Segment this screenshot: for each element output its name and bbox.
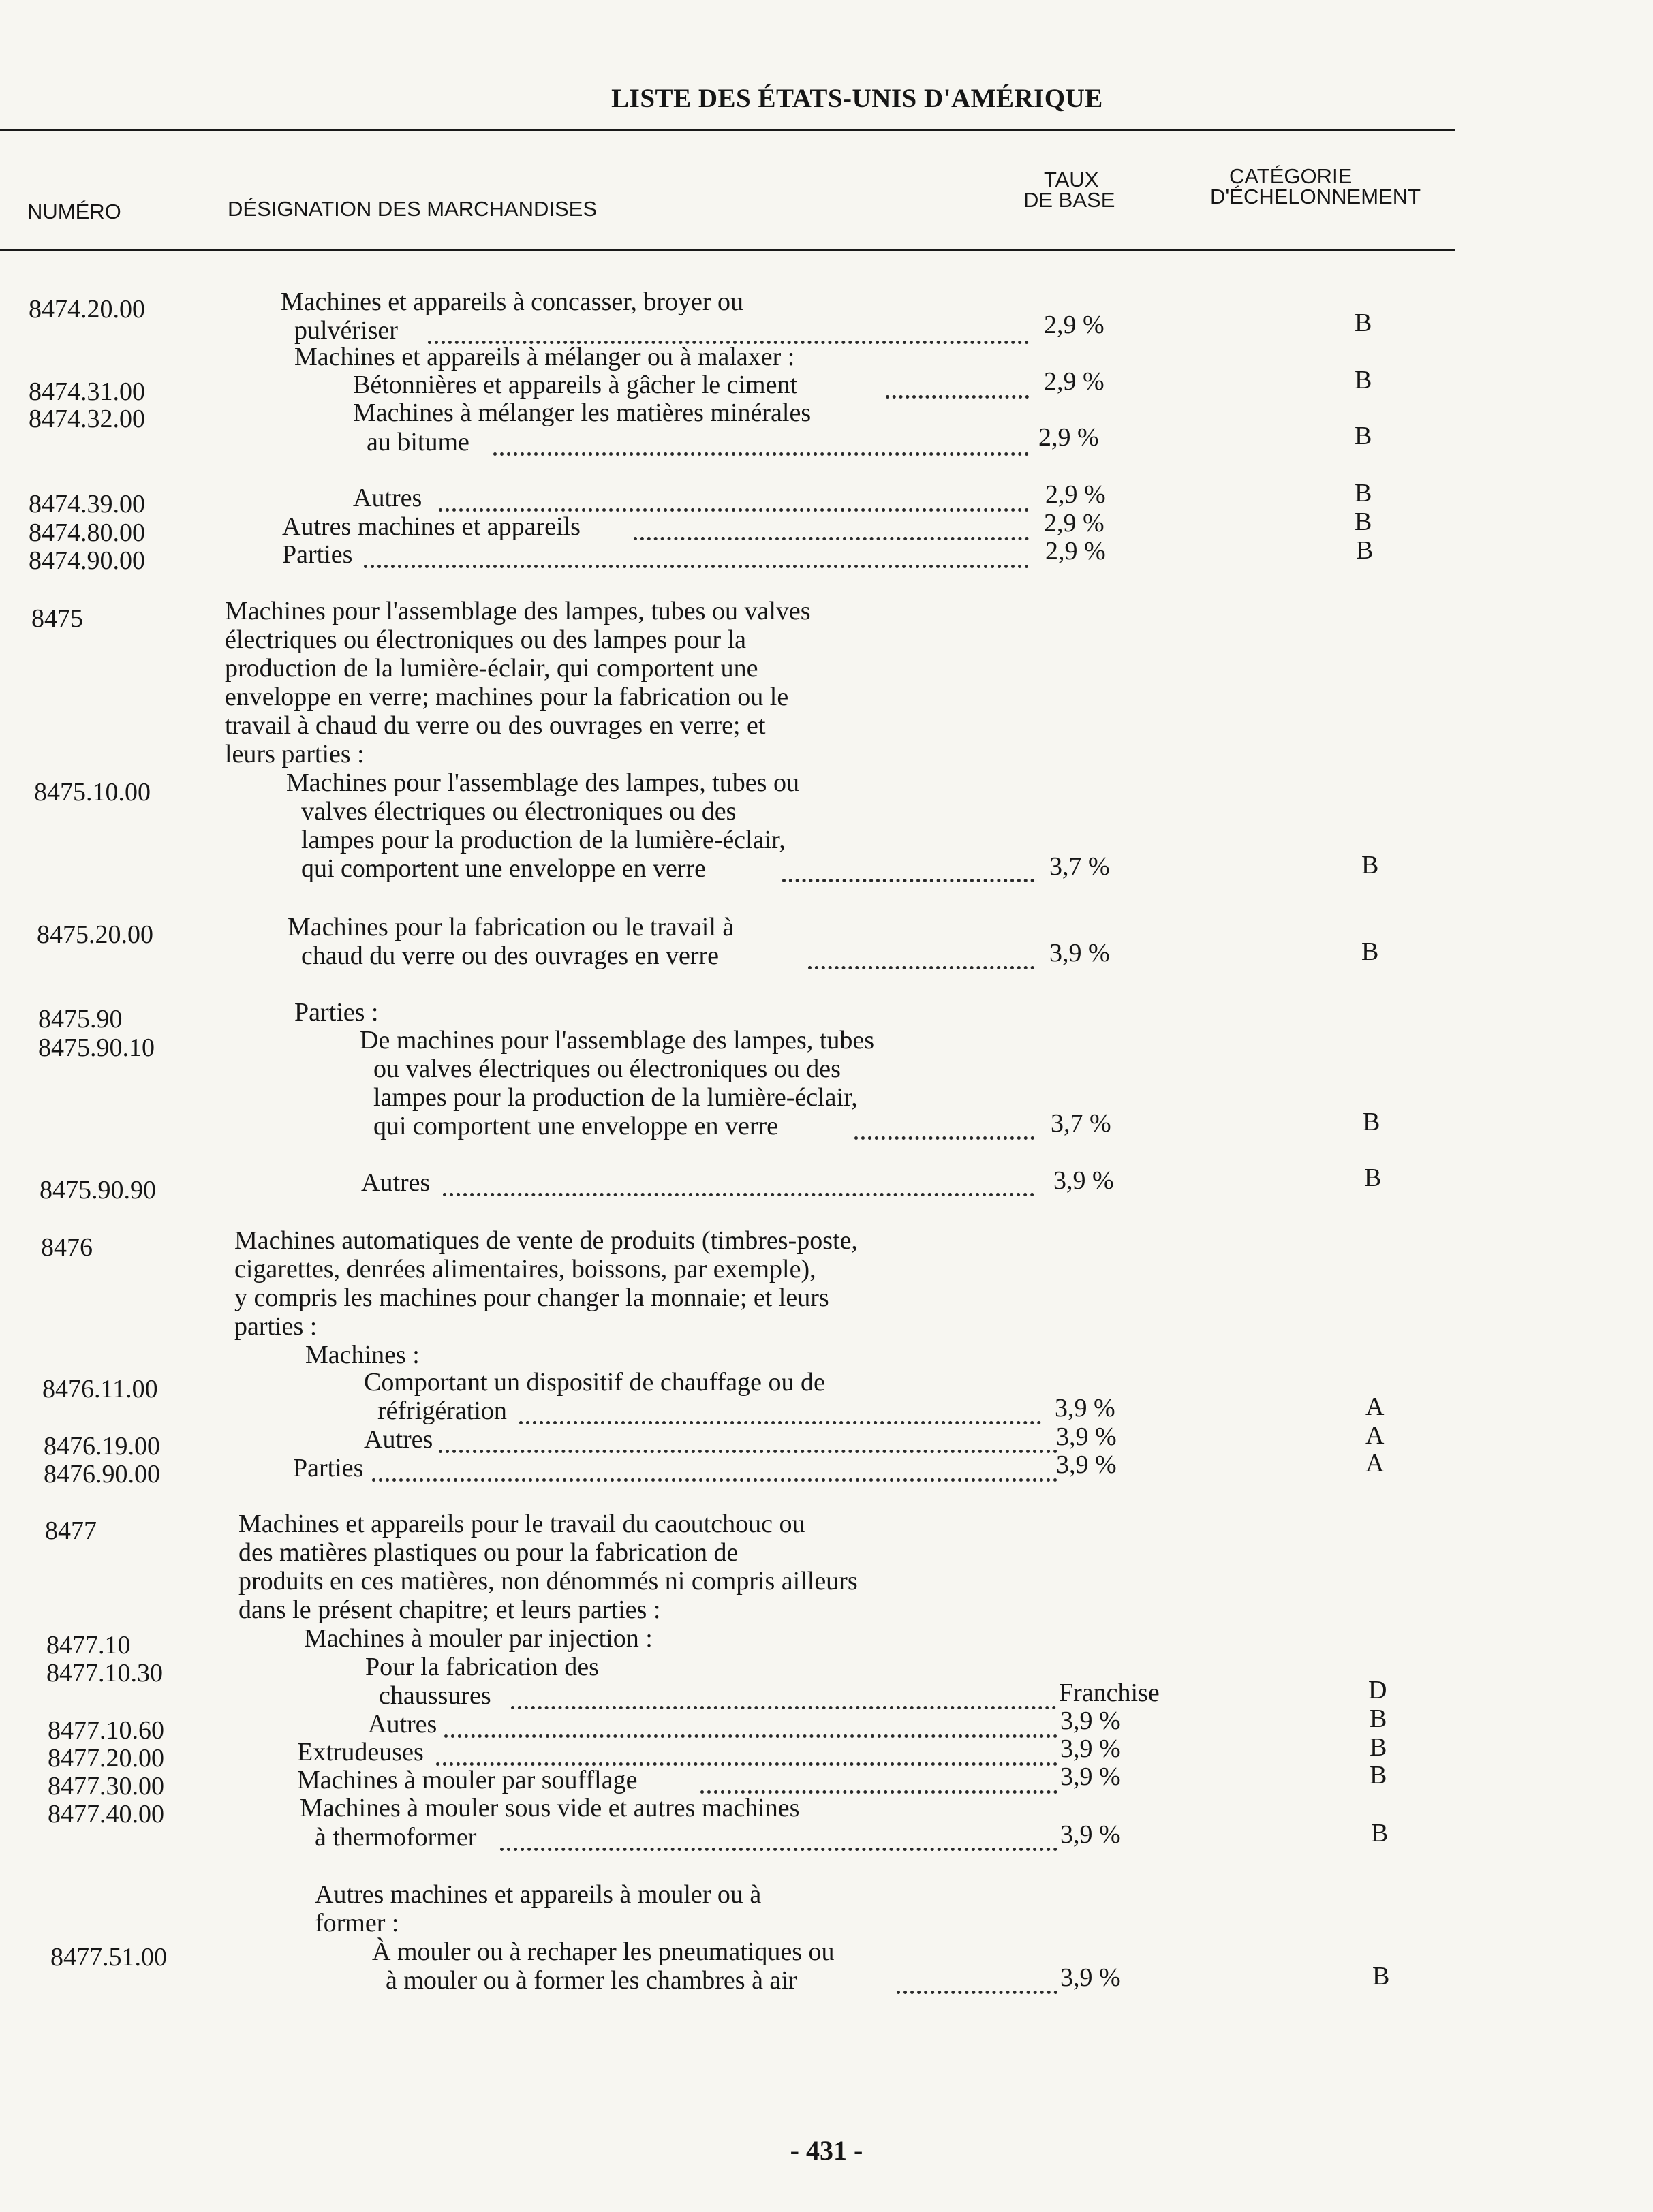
staging-category: B [1355,366,1372,394]
dot-leader [808,966,1034,969]
tariff-code: 8477.10.60 [48,1716,164,1745]
staging-category: B [1372,1962,1390,1991]
dot-leader [634,537,1029,540]
description-line: Pour la fabrication des [365,1653,599,1681]
dot-leader [436,1762,1057,1766]
description-line: leurs parties : [225,740,365,768]
description-line: Autres [361,1168,431,1197]
description-line: Machines automatiques de vente de produits (timbres-poste, [234,1226,858,1255]
description-line: Machines et appareils à concasser, broyer ou [281,287,744,316]
dot-leader [428,341,1029,344]
tariff-code: 8474.20.00 [29,295,145,324]
description-line: À mouler ou à rechaper les pneumatiques ou [372,1937,835,1966]
description-line: des matières plastiques ou pour la fabrication de [238,1538,739,1567]
tariff-code: 8474.32.00 [29,405,145,433]
base-rate: 3,9 % [1060,1707,1121,1735]
description-line: qui comportent une enveloppe en verre [373,1112,779,1140]
description-line: production de la lumière-éclair, qui comportent une [225,654,758,683]
base-rate: 2,9 % [1038,423,1099,452]
column-header-designation: DÉSIGNATION DES MARCHANDISES [228,197,598,221]
description-line: électriques ou électroniques ou des lampes pour la [225,625,747,654]
base-rate: 3,9 % [1055,1394,1115,1422]
tariff-code: 8474.80.00 [29,518,145,547]
base-rate: 3,7 % [1051,1109,1111,1138]
description-line: produits en ces matières, non dénommés ni compris ailleurs [238,1567,858,1595]
dot-leader [886,395,1029,399]
base-rate: 3,9 % [1056,1422,1117,1451]
header-bottom-rule [0,249,1455,251]
description-line: Comportant un dispositif de chauffage ou de [364,1368,825,1397]
staging-category: B [1371,1819,1389,1848]
base-rate: 3,9 % [1049,939,1110,967]
description-line: lampes pour la production de la lumière-éclair, [373,1083,858,1112]
staging-category: B [1361,937,1379,966]
description-line: Extrudeuses [297,1738,424,1766]
dot-leader [439,508,1029,512]
description-line: dans le présent chapitre; et leurs parties : [238,1595,661,1624]
staging-category: A [1365,1392,1385,1421]
base-rate: 3,9 % [1053,1166,1114,1195]
description-line: former : [315,1909,399,1937]
description-line: Autres machines et appareils [282,512,581,541]
tariff-code: 8475.90.10 [38,1033,155,1062]
dot-leader [500,1848,1057,1851]
description-line: Machines à mouler par soufflage [297,1766,638,1794]
staging-category: B [1370,1733,1387,1762]
description-line: Machines et appareils pour le travail du caoutchouc ou [238,1510,805,1538]
description-line: Parties : [294,998,379,1027]
tariff-code: 8476.19.00 [44,1432,160,1461]
base-rate: 3,9 % [1060,1963,1121,1992]
description-line: Autres [364,1425,433,1454]
description-line: Machines à mouler par injection : [304,1624,653,1653]
description-line: au bitume [367,428,469,456]
description-line: Machines pour l'assemblage des lampes, tubes ou valves [225,597,811,625]
dot-leader [372,1478,1057,1482]
base-rate: Franchise [1059,1679,1160,1707]
dot-leader [897,1991,1057,1994]
tariff-code: 8477.30.00 [48,1772,164,1801]
description-line: De machines pour l'assemblage des lampes, tubes [360,1026,875,1055]
staging-category: A [1365,1421,1385,1450]
staging-category: D [1368,1676,1387,1704]
base-rate: 3,9 % [1060,1762,1121,1791]
staging-category: B [1355,309,1372,337]
description-line: pulvériser [294,316,398,345]
tariff-code: 8475 [31,604,83,633]
description-line: cigarettes, denrées alimentaires, boissons, par exemple), [234,1255,816,1283]
description-line: travail à chaud du verre ou des ouvrages en verre; et [225,711,766,740]
base-rate: 3,9 % [1060,1820,1121,1849]
tariff-code: 8477.20.00 [48,1744,164,1773]
staging-category: B [1364,1164,1382,1192]
description-line: Parties [282,540,353,569]
description-line: ou valves électriques ou électroniques ou des [373,1055,841,1083]
description-line: à thermoformer [315,1823,477,1852]
description-line: Machines pour l'assemblage des lampes, tubes ou [286,768,799,797]
column-header-categorie-1: CATÉGORIE [1229,164,1353,188]
description-line: à mouler ou à former les chambres à air [386,1966,797,1995]
description-line: qui comportent une enveloppe en verre [301,854,707,883]
base-rate: 3,9 % [1056,1450,1117,1479]
dot-leader [782,879,1034,882]
tariff-code: 8474.90.00 [29,546,145,575]
tariff-code: 8477.40.00 [48,1800,164,1828]
column-header-taux-1: TAUX [1044,168,1099,191]
staging-category: B [1355,508,1372,536]
tariff-code: 8476 [41,1233,93,1262]
description-line: Bétonnières et appareils à gâcher le ciment [353,371,798,399]
staging-category: B [1361,851,1379,879]
description-line: Machines et appareils à mélanger ou à malaxer : [294,343,795,371]
staging-category: B [1370,1704,1387,1733]
description-line: Autres [353,484,422,512]
description-line: Machines pour la fabrication ou le travail à [288,913,735,941]
base-rate: 2,9 % [1045,480,1106,509]
tariff-code: 8476.11.00 [42,1375,158,1403]
base-rate: 3,9 % [1060,1734,1121,1763]
dot-leader [519,1421,1041,1424]
tariff-code: 8475.20.00 [37,920,153,949]
description-line: chaud du verre ou des ouvrages en verre [301,941,720,970]
description-line: Machines à mélanger les matières minérales [353,399,812,427]
column-header-categorie-2: D'ÉCHELONNEMENT [1210,185,1421,208]
description-line: enveloppe en verre; machines pour la fabrication ou le [225,683,789,711]
description-line: lampes pour la production de la lumière-éclair, [301,826,786,854]
base-rate: 2,9 % [1044,509,1104,538]
description-line: Machines à mouler sous vide et autres machines [300,1794,800,1822]
dot-leader [439,1450,1057,1453]
base-rate: 2,9 % [1044,311,1104,339]
column-header-numero: NUMÉRO [27,200,121,223]
tariff-code: 8477.10 [46,1631,131,1660]
tariff-code: 8477.51.00 [50,1943,167,1972]
staging-category: A [1365,1449,1385,1478]
dot-leader [493,452,1029,456]
description-line: réfrigération [377,1397,507,1425]
tariff-code: 8475.90 [38,1005,123,1033]
description-line: Autres [368,1710,437,1739]
description-line: Parties [293,1454,364,1482]
dot-leader [443,1193,1034,1196]
staging-category: B [1355,479,1372,508]
staging-category: B [1355,422,1372,450]
staging-category: B [1363,1108,1380,1136]
page-number: - 431 - [790,2135,863,2166]
description-line: parties : [234,1312,318,1341]
description-line: valves électriques ou électroniques ou des [301,797,737,826]
dot-leader [700,1790,1057,1794]
base-rate: 3,7 % [1049,852,1110,881]
tariff-code: 8477 [45,1516,97,1545]
base-rate: 2,9 % [1045,537,1106,565]
tariff-code: 8477.10.30 [46,1659,163,1687]
description-line: Machines : [305,1341,420,1369]
staging-category: B [1370,1761,1387,1790]
tariff-code: 8474.31.00 [29,377,145,406]
column-header-taux-2: DE BASE [1023,188,1115,212]
staging-category: B [1356,536,1374,565]
base-rate: 2,9 % [1044,367,1104,396]
dot-leader [854,1136,1034,1140]
dot-leader [364,565,1029,568]
dot-leader [511,1706,1056,1709]
tariff-code: 8475.90.90 [40,1176,156,1204]
tariff-code: 8475.10.00 [34,778,151,807]
description-line: chaussures [379,1681,491,1710]
page-title: LISTE DES ÉTATS-UNIS D'AMÉRIQUE [611,84,1103,113]
dot-leader [444,1734,1057,1738]
description-line: Autres machines et appareils à mouler ou à [315,1880,762,1909]
tariff-code: 8476.90.00 [44,1460,160,1489]
description-line: y compris les machines pour changer la monnaie; et leurs [234,1283,829,1312]
tariff-code: 8474.39.00 [29,490,145,518]
header-top-rule [0,129,1455,131]
